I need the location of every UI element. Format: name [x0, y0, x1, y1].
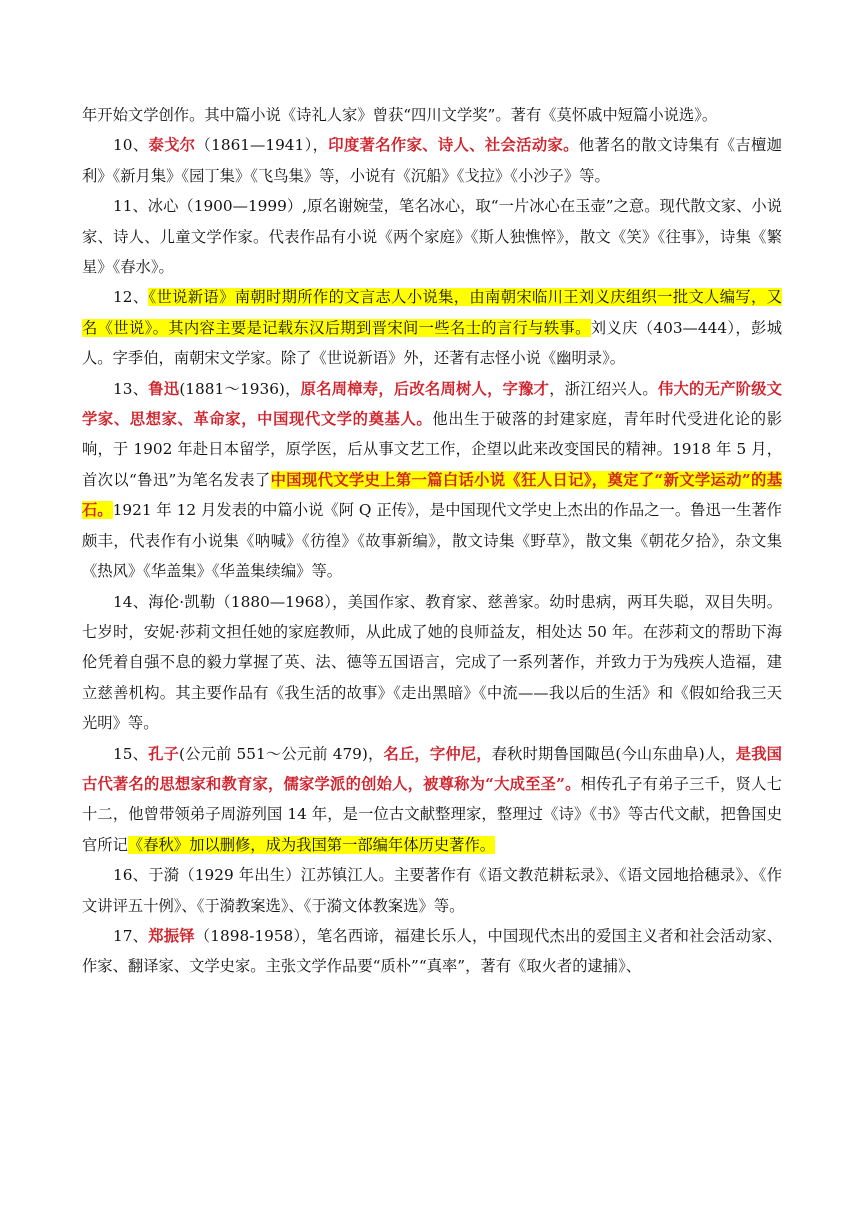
text-segment: 1921 年 12 月发表的中篇小说《阿 Q 正传》，是中国现代文学史上杰出的作品之一。鲁迅一生著作颇丰，代表作有小说集《呐喊》《彷徨》《故事新编》，散文诗集《野草》，散文集《朝花夕拾》，杂文集《热风》《华盖集》《华盖集续编》等。 — [82, 501, 782, 581]
text-segment: (公元前 551～公元前 479)， — [179, 744, 384, 763]
text-segment: 他出生于破落的封建家庭，青年时代受进化论的影响，于 1902 年赴日本留学，原学医，后从事文艺工作，企望以此来改变国民的精神。1918 年 5 月，首次以“鲁迅”为笔名发表了 — [82, 410, 782, 489]
text-segment: ，浙江绍兴人。 — [549, 379, 658, 398]
paragraph-item-10 — [82, 130, 782, 191]
text-segment: 17、 — [113, 926, 149, 945]
text-segment: 16、于漪（1929 年出生）江苏镇江人。主要著作有《语文教范耕耘录》、《语文园地拾穗录》、《作文讲评五十例》、《于漪教案选》、《于漪文体教案选》等。 — [82, 866, 782, 915]
text-segment: 他著名的散文诗集有《吉檀迦利》《新月集》《园丁集》《飞鸟集》等，小说有《沉船》《戈拉》《小沙子》等。 — [82, 136, 782, 185]
document-body — [82, 100, 782, 982]
text-segment: 14、海伦·凯勒（1880—1968），美国作家、教育家、慈善家。幼时患病，两耳失聪，双目失明。七岁时，安妮·莎莉文担任她的家庭教师，从此成了她的良师益友，相处达 50 年。在莎莉文的帮助下海伦凭着自强不息的毅力掌握了英、法、德等五国语言，完成了一系列著作，并致力于为残疾人造福，建立慈善机构。其主要作品有《我生活的故事》《走出黑暗》《中流——我以后的生活》和《假如给我三天光明》等。 — [82, 592, 782, 733]
author-name: 孔子 — [148, 744, 179, 763]
paragraph-item-15 — [82, 739, 782, 861]
text-segment: 春秋时期鲁国陬邑(今山东曲阜)人， — [491, 744, 736, 763]
author-name: 郑振铎 — [148, 926, 195, 945]
highlighted-text: 《世说新语》南朝时期所作的文言志人小说集，由南朝宋临川王刘义庆组织一批文人编写，又名《世说》。其内容主要是记载东汉后期到晋宋间一些名士的言行与轶事。 — [82, 288, 782, 337]
text-segment: 10、 — [113, 136, 149, 155]
paragraph-item-11 — [82, 191, 782, 282]
text-segment: 11、冰心（1900—1999）,原名谢婉莹，笔名冰心，取“一片冰心在玉壶”之意。现代散文家、小说家、诗人、儿童文学作家。代表作品有小说《两个家庭》《斯人独憔悴》，散文《笑》《往事》，诗集《繁星》《春水》。 — [82, 197, 782, 277]
text-segment: （1898-1958），笔名西谛，福建长乐人，中国现代杰出的爱国主义者和社会活动家、作家、翻译家、文学史家。主张文学作品要“质朴”“真率”，著有《取火者的逮捕》、 — [82, 926, 782, 976]
paragraph-item-14 — [82, 587, 782, 739]
text-segment: 年开始文学创作。其中篇小说《诗礼人家》曾获“四川文学奖”。著有《莫怀戚中短篇小说选》。 — [82, 106, 718, 124]
text-segment: （1861—1941）， — [195, 136, 329, 155]
paragraph-item-17 — [82, 921, 782, 982]
paragraph-item-16 — [82, 860, 782, 921]
paragraph-continuation — [82, 100, 782, 130]
paragraph-item-13 — [82, 374, 782, 587]
author-name: 泰戈尔 — [148, 136, 196, 155]
author-name: 鲁迅 — [148, 379, 180, 398]
text-segment: 13、 — [113, 379, 149, 398]
text-segment: 15、 — [113, 744, 149, 763]
emphasis-text: 是我国古代著名的思想家和教育家，儒家学派的创始人，被尊称为“大成至圣”。 — [82, 744, 782, 793]
emphasis-text: 印度著名作家、诗人、社会活动家。 — [328, 136, 579, 155]
paragraph-item-12 — [82, 282, 782, 373]
text-segment: (1881～1936)， — [179, 379, 301, 398]
emphasis-text: 原名周樟寿，后改名周树人，字豫才 — [300, 379, 550, 398]
highlighted-text: 《春秋》加以删修，成为我国第一部编年体历史著作。 — [127, 835, 496, 854]
text-segment: 相传孔子有弟子三千，贤人七十二，他曾带领弟子周游列国 14 年，是一位古文献整理家，整理过《诗》《书》等古代文献，把鲁国史官所记 — [82, 774, 782, 854]
emphasis-text: 名丘，字仲尼， — [383, 744, 492, 763]
text-segment: 刘义庆（403—444），彭城人。字季伯，南朝宋文学家。除了《世说新语》外，还著有志怪小说《幽明录》。 — [82, 318, 782, 368]
emphasis-text: 伟大的无产阶级文学家、思想家、革命家，中国现代文学的奠基人。 — [82, 379, 782, 429]
highlighted-emphasis-text: 中国现代文学史上第一篇白话小说《狂人日记》，奠定了“新文学运动”的基石。 — [82, 470, 782, 520]
text-segment: 12、 — [113, 288, 149, 307]
